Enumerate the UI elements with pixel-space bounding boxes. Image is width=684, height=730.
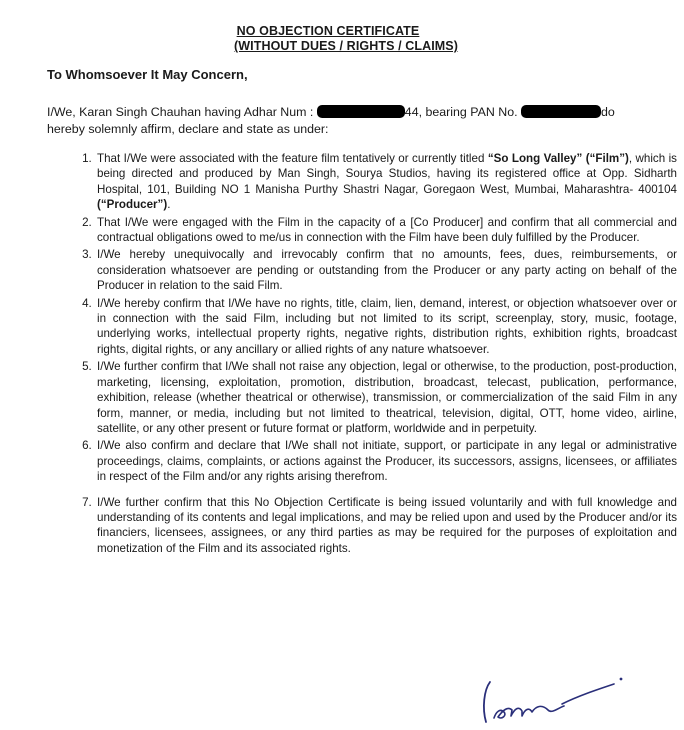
redaction-block xyxy=(521,105,601,118)
handwritten-signature xyxy=(478,668,628,728)
clause-item: 2. That I/We were engaged with the Film in the capacity of a [Co Producer] and confirm that all commercial and contractual obligations owed to me/us in connection with the Film have been duly fulfilled by the Producer. xyxy=(95,215,677,246)
salutation: To Whomsoever It May Concern, xyxy=(47,67,248,82)
title-line-2: (WITHOUT DUES / RIGHTS / CLAIMS) xyxy=(233,39,459,53)
certificate-title xyxy=(0,24,684,54)
clauses-list xyxy=(55,151,677,558)
intro-text-2: , bearing PAN No. xyxy=(418,105,518,119)
clause-item: 3. I/We hereby unequivocally and irrevocably confirm that no amounts, fees, dues, reimbursements, or consideration whatsoever are pending or outstanding from the Producer or any party acting on behalf of the Producer in relation to the said Film. xyxy=(95,247,677,293)
clause-item: 7. I/We further confirm that this No Objection Certificate is being issued voluntarily and with full knowledge and understanding of its contents and legal implications, and may be relied upon and used by the Producer and/or its financiers, licensees, assignees, or any third parties as may be required for the purposes of exploitation and monetization of the Film and its associated rights. xyxy=(95,495,677,557)
pan-visible-tail: do xyxy=(601,105,615,119)
clause-item: 5. I/We further confirm that I/We shall not raise any objection, legal or otherwise, to the production, post-production, marketing, licensing, exploitation, promotion, distribution, broadcast, telecast, publication, performance, exhibition, release (whether theatrical or otherwise), transmission, or commercialization of the said Film in any form, manner, or media, including but not limited to theatrical, television, digital, OTT, home video, airline, satellite, or any other present or future format or platform, worldwide and in perpetuity. xyxy=(95,359,677,436)
intro-paragraph xyxy=(47,104,657,138)
adhar-visible-tail: 44 xyxy=(404,105,419,119)
intro-text-3: hereby solemnly affirm, declare and state as under: xyxy=(47,122,329,136)
clause-item: 6. I/We also confirm and declare that I/We shall not initiate, support, or participate in any legal or administrative proceedings, claims, complaints, or actions against the Producer, its successors, assigns, licensees, or affiliates in respect of the Film and/or any rights arising therefrom. xyxy=(95,438,677,484)
clause-item: 1. That I/We were associated with the feature film tentatively or currently titled “So Long Valley” (“Film”), which is being directed and produced by Man Singh, Sourya Studios, having its registered office at Opp. Sidharth Hospital, 101, Building NO 1 Manisha Purthy Shastri Nagar, Goregaon West, Mumbai, Maharashtra- 400104 (“Producer”). xyxy=(95,151,677,213)
redaction-block xyxy=(317,105,405,118)
clause-item: 4. I/We hereby confirm that I/We have no rights, title, claim, lien, demand, interest, or objection whatsoever over or in connection with the said Film, including but not limited to its script, screenplay, story, music, footage, underlying works, intellectual property rights, negative rights, distribution rights, exhibition rights, broadcast rights, digital rights, or any ancillary or allied rights of any nature whatsoever. xyxy=(95,296,677,358)
intro-text-1: I/We, Karan Singh Chauhan having Adhar Num : xyxy=(47,105,314,119)
title-line-1: NO OBJECTION CERTIFICATE xyxy=(236,24,420,38)
